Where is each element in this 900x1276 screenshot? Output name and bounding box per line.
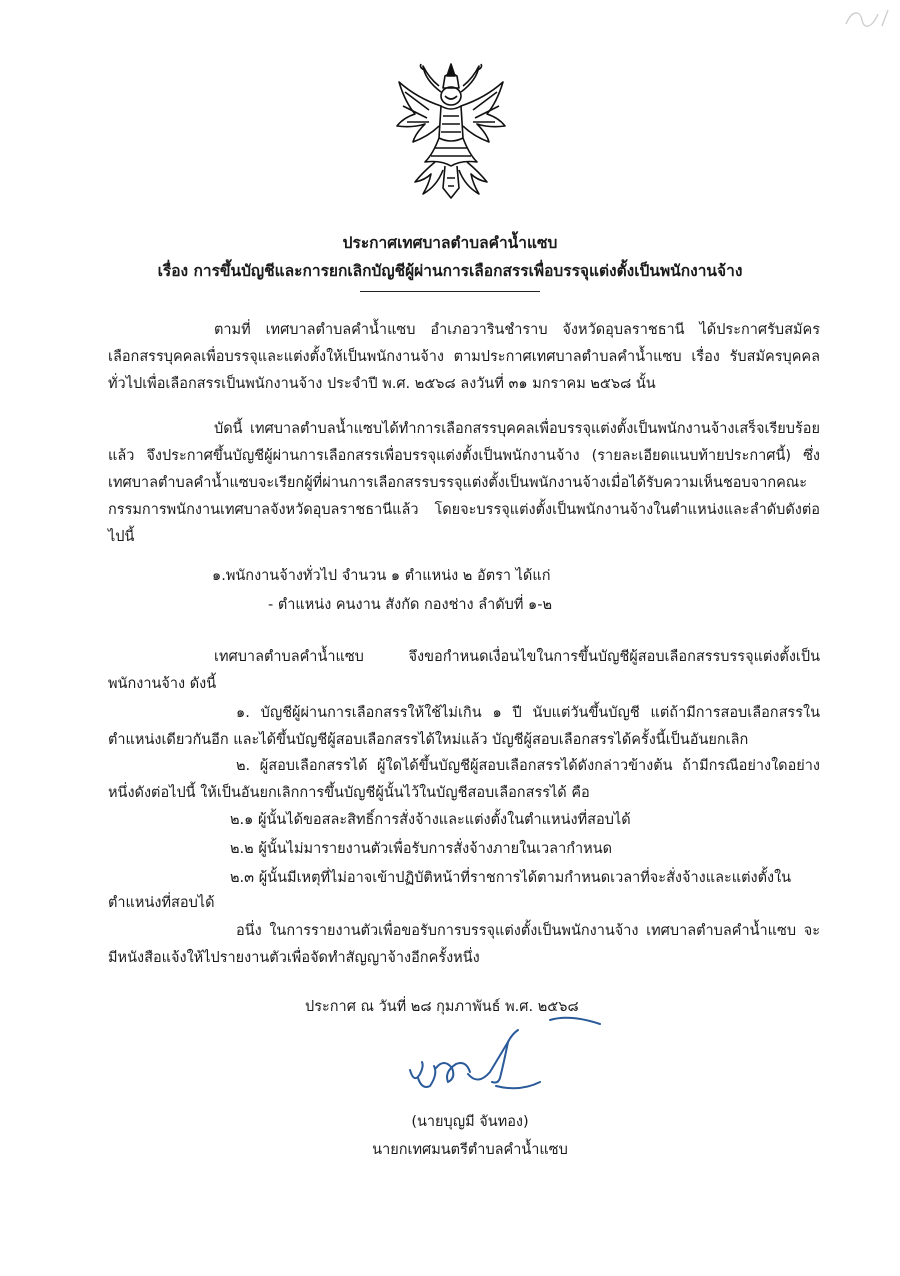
paragraph-conditions-intro: เทศบาลตำบลคำน้ำแซบ จึงขอกำหนดเงื่อนไขในการขึ้นบัญชีผู้สอบเลือกสรรบรรจุแต่งตั้งเป็นพนักงานจ้าง ดังนี้ [108,649,820,692]
condition-2-2: ๒.๒ ผู้นั้นไม่มารายงานตัวเพื่อรับการสั่งจ้างภายในเวลากำหนด [230,841,613,857]
position-detail: - ตำแหน่ง คนงาน สังกัด กองช่าง ลำดับที่ ๑-๒ [268,597,553,613]
garuda-emblem-icon [395,62,507,200]
signature-icon [400,1012,620,1102]
announcement-subject: เรื่อง การขึ้นบัญชีและการยกเลิกบัญชีผู้ผ่านการเลือกสรรเพื่อบรรจุแต่งตั้งเป็นพนักงานจ้าง [157,262,743,280]
condition-2-1: ๒.๑ ผู้นั้นได้ขอสละสิทธิ์การสั่งจ้างและแต่งตั้งในตำแหน่งที่สอบได้ [230,812,631,828]
paragraph-reporting: อนึ่ง ในการรายงานตัวเพื่อขอรับการบรรจุแต่งตั้งเป็นพนักงานจ้าง เทศบาลตำบลคำน้ำแซบ จะมีหนังสือแจ้งให้ไปรายงานตัวเพื่อจัดทำสัญญาจ้างอีกครั้งหนึ่ง [108,923,820,966]
condition-2: ๒. ผู้สอบเลือกสรรได้ ผู้ใดได้ขึ้นบัญชีผู้สอบเลือกสรรได้ดังกล่าวข้างต้น ถ้ามีกรณีอย่างใดอย่างหนึ่งดังต่อไปนี้ ให้เป็นอันยกเลิกการขึ้นบัญชีผู้นั้นไว้ในบัญชีสอบเลือกสรรได้ คือ [108,758,820,801]
announcement-date: ประกาศ ณ วันที่ ๒๘ กุมภาพันธ์ พ.ศ. ๒๕๖๘ [305,999,579,1015]
condition-2-3: ๒.๓ ผู้นั้นมีเหตุที่ไม่อาจเข้าปฏิบัติหน้าที่ราชการได้ตามกำหนดเวลาที่จะสั่งจ้างและแต่งตั้งใน [230,870,792,886]
corner-mark-icon [838,4,893,32]
condition-1: ๑. บัญชีผู้ผ่านการเลือกสรรให้ใช้ไม่เกิน ๑ ปี นับแต่วันขึ้นบัญชี แต่ถ้ามีการสอบเลือกสรรในตำแหน่งเดียวกันอีก และได้ขึ้นบัญชีผู้สอบเลือกสรรได้ใหม่แล้ว บัญชีผู้สอบเลือกสรรได้ครั้งนี้เป็นอันยกเลิก [108,705,820,748]
title-divider [360,291,540,292]
paragraph-announcement: บัดนี้ เทศบาลตำบลน้ำแซบได้ทำการเลือกสรรบุคคลเพื่อบรรจุแต่งตั้งเป็นพนักงานจ้างเสร็จเรียบร้อยแล้ว จึงประกาศขึ้นบัญชีผู้ผ่านการเลือกสรรเพื่อบรรจุแต่งตั้งเป็นพนักงานจ้าง (รายละเอียดแนบท้ายประกาศนี้) ซึ่งเทศบาลตำบลคำน้ำแซบจะเรียกผู้ที่ผ่านการเลือกสรรบรรจุแต่งตั้งเป็นพนักงานจ้างเมื่อได้รับความเห็นชอบจากคณะกรรมการพนักงานเทศบาลจังหวัดอุบลราชธานีแล้ว โดยจะบรรจุแต่งตั้งเป็นพนักงานจ้างในตำแหน่งและลำดับดังต่อไปนี้ [108,421,820,545]
signer-title: นายกเทศมนตรีตำบลคำน้ำแซบ [372,1142,568,1158]
signer-name: (นายบุญมี จันทอง) [411,1114,529,1130]
condition-2-3-continued: ตำแหน่งที่สอบได้ [108,895,215,911]
position-summary: ๑.พนักงานจ้างทั่วไป จำนวน ๑ ตำแหน่ง ๒ อัตรา ได้แก่ [212,568,551,584]
paragraph-intro: ตามที่ เทศบาลตำบลคำน้ำแซบ อำเภอวารินชำราบ จังหวัดอุบลราชธานี ได้ประกาศรับสมัครเลือกสรรบุคคลเพื่อบรรจุและแต่งตั้งให้เป็นพนักงานจ้าง ตามประกาศเทศบาลตำบลคำน้ำแซบ เรื่อง รับสมัครบุคคลทั่วไปเพื่อเลือกสรรเป็นพนักงานจ้าง ประจำปี พ.ศ. ๒๕๖๘ ลงวันที่ ๓๑ มกราคม ๒๕๖๘ นั้น [108,322,820,392]
announcement-org-title: ประกาศเทศบาลตำบลคำน้ำแซบ [342,234,558,252]
